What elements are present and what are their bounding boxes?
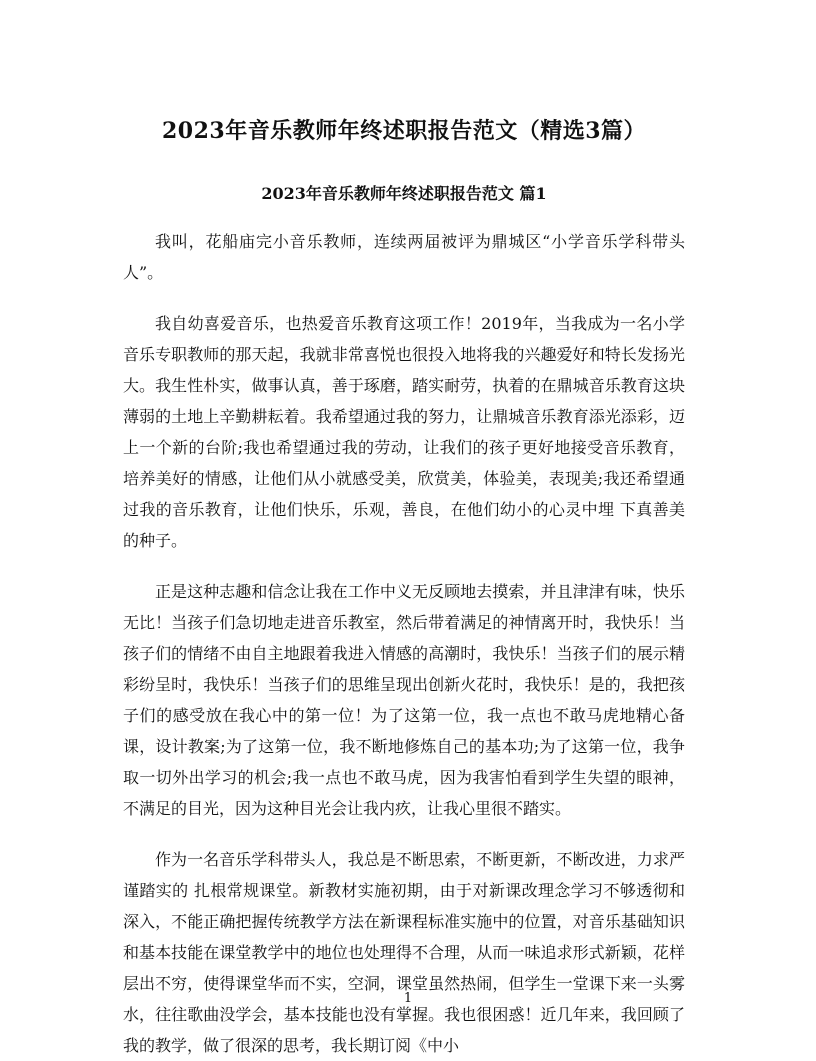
paragraph-3: 正是这种志趣和信念让我在工作中义无反顾地去摸索，并且津津有味，快乐无比！当孩子们急切地走进音乐教室，然后带着满足的神情离开时，我快乐！当孩子们的情绪不由自主地跟着我进入情感的高潮时，我快乐！当孩子们的展示精彩纷呈时，我快乐！当孩子们的思维呈现出创新火花时，我快乐！是的，我把孩子们的感受放在我心中的第一位！为了这第一位，我一点也不敢马虎地精心备课，设计教案;为了这第一位，我不断地修炼自己的基本功;为了这第一位，我争取一切外出学习的机会;我一点也不敢马虎，因为我害怕看到学生失望的眼神，不满足的目光，因为这种目光会让我内疚，让我心里很不踏实。 [123, 582, 685, 818]
section-heading: 2023年音乐教师年终述职报告范文 篇1 [261, 184, 547, 203]
page-number: 1 [403, 991, 413, 1006]
paragraph-4: 作为一名音乐学科带头人，我总是不断思索，不断更新，不断改进，力求严谨踏实的 扎根常规课堂。新教材实施初期，由于对新课改理念学习不够透彻和深入，不能正确把握传统教学方法在新课程标准实施中的位置，对音乐基础知识和基本技能在课堂教学中的地位也处理得不合理，从而一味追求形式新颖，花样层出不穷，使得课堂华而不实，空洞，课堂虽然热闹，但学生一堂课下来一头雾水，往往歌曲没学会，基本技能也没有掌握。我也很困惑！近几年来，我回顾了我的教学，做了很深的思考，我长期订阅《中小 [123, 850, 685, 1055]
paragraph-1: 我叫，花船庙完小音乐教师，连续两届被评为鼎城区“小学音乐学科带头人”。 [123, 232, 685, 282]
paragraph-2: 我自幼喜爱音乐，也热爱音乐教育这项工作！2019年，当我成为一名小学音乐专职教师的那天起，我就非常喜悦也很投入地将我的兴趣爱好和特长发扬光大。我生性朴实，做事认真，善于琢磨，踏实耐劳，执着的在鼎城音乐教育这块薄弱的土地上辛勤耕耘着。我希望通过我的努力，让鼎城音乐教育添光添彩，迈上一个新的台阶;我也希望通过我的劳动，让我们的孩子更好地接受音乐教育，培养美好的情感，让他们从小就感受美，欣赏美，体验美，表现美;我还希望通过我的音乐教育，让他们快乐，乐观，善良，在他们幼小的心灵中埋 下真善美的种子。 [123, 314, 685, 550]
document-title: 2023年音乐教师年终述职报告范文（精选3篇） [161, 118, 647, 144]
